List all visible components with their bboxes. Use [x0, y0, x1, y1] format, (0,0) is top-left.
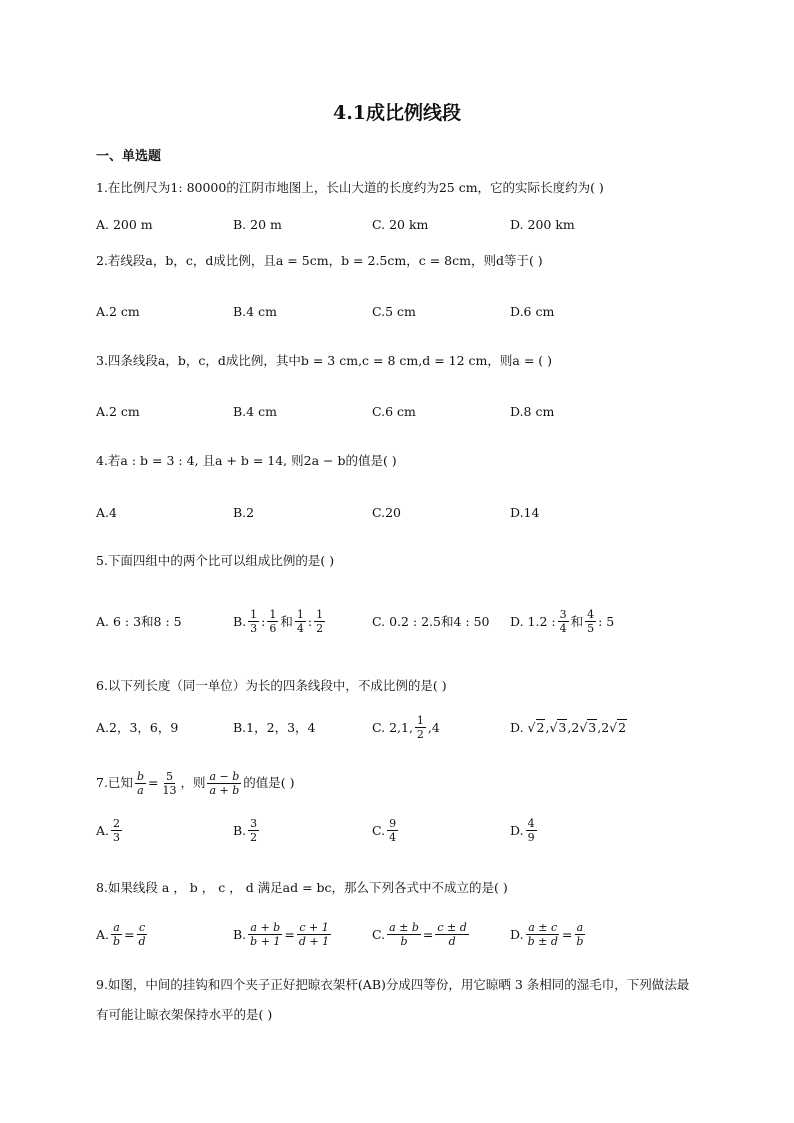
q5-b-fraction-3: $\frac{1}{4}$ — [296, 607, 304, 635]
sqrt-icon: √3 — [579, 719, 597, 735]
q4-option-d[interactable]: D.14 — [510, 504, 540, 520]
question-7-stem: 7.已知 $\frac{b}{a}$ = $\frac{5}{13}$ ，则 $\frac{a - b}{a + b}$ 的值是( ) — [96, 769, 295, 797]
q4-option-b[interactable]: B.2 — [233, 504, 255, 520]
q5-d-fraction-2: $\frac{4}{5}$ — [587, 607, 595, 635]
sqrt-icon: √2 — [609, 719, 627, 735]
q7-option-c[interactable]: C. $\frac{9}{4}$ — [372, 816, 397, 844]
q5-b-fraction-4: $\frac{1}{2}$ — [316, 607, 324, 635]
q2-option-b[interactable]: B.4 cm — [233, 303, 277, 319]
sqrt-icon: √3 — [549, 719, 567, 735]
question-6-stem: 6.以下列长度（同一单位）为长的四条线段中，不成比例的是( ) — [96, 678, 447, 693]
q6-option-a[interactable]: A.2，3，6，9 — [96, 720, 179, 735]
q1-option-c[interactable]: C. 20 km — [372, 216, 429, 232]
question-4-stem: 4.若a : b = 3 : 4, 且a + b = 14, 则2a − b的值是( ) — [96, 453, 397, 468]
question-8-stem: 8.如果线段 a ， b ， c ， d 满足ad = bc，那么下列各式中不成立的是( ) — [96, 880, 508, 895]
section-heading: 一、单选题 — [96, 149, 162, 164]
question-5-stem: 5.下面四组中的两个比可以组成比例的是( ) — [96, 553, 335, 568]
q6-option-c[interactable]: C. 2,1, $\frac{1}{2}$ ,4 — [372, 713, 440, 741]
q6-c-fraction: $\frac{1}{2}$ — [416, 713, 424, 741]
q8-option-a[interactable]: A. $\frac{a}{b}$ = $\frac{c}{d}$ — [96, 920, 146, 948]
question-3-stem: 3.四条线段a，b，c，d成比例，其中b = 3 cm,c = 8 cm,d = 12 cm，则a = ( ) — [96, 353, 552, 368]
q5-option-d[interactable]: D. 1.2 : $\frac{3}{4}$ 和 $\frac{4}{5}$ : 5 — [510, 607, 615, 635]
q8-option-b[interactable]: B. $\frac{a + b}{b + 1}$ = $\frac{c + 1}{d + 1}$ — [233, 920, 330, 948]
q4-option-a[interactable]: A.4 — [96, 504, 117, 520]
page-title: 4.1成比例线段 — [332, 102, 462, 124]
q7-option-a[interactable]: A. $\frac{2}{3}$ — [96, 816, 121, 844]
q6-option-b[interactable]: B.1，2，3，4 — [233, 720, 316, 735]
q5-option-a[interactable]: A. 6 : 3和8 : 5 — [96, 614, 182, 629]
q2-option-d[interactable]: D.6 cm — [510, 303, 555, 319]
q8-option-d[interactable]: D. $\frac{a \pm c}{b \pm d}$ = $\frac{a}{b}$ — [510, 920, 584, 948]
q3-option-c[interactable]: C.6 cm — [372, 403, 416, 419]
q1-option-b[interactable]: B. 20 m — [233, 216, 282, 232]
q5-b-label: B. — [233, 613, 247, 629]
q5-b-fraction-2: $\frac{1}{6}$ — [269, 607, 277, 635]
q8-option-c[interactable]: C. $\frac{a \pm b}{b}$ = $\frac{c \pm d}{d}$ — [372, 920, 467, 948]
q5-d-fraction-1: $\frac{3}{4}$ — [559, 607, 567, 635]
question-1-stem: 1.在比例尺为1: 80000的江阴市地图上，长山大道的长度约为25 cm，它的实际长度约为( ) — [96, 180, 604, 195]
q3-option-d[interactable]: D.8 cm — [510, 403, 555, 419]
q7-option-b[interactable]: B. $\frac{3}{2}$ — [233, 816, 258, 844]
q2-option-c[interactable]: C.5 cm — [372, 303, 416, 319]
q3-option-a[interactable]: A.2 cm — [96, 403, 140, 419]
q1-option-d[interactable]: D. 200 km — [510, 216, 575, 232]
q1-option-a[interactable]: A. 200 m — [96, 216, 153, 232]
q7-option-d[interactable]: D. $\frac{4}{9}$ — [510, 816, 535, 844]
q5-option-c[interactable]: C. 0.2 : 2.5和4 : 50 — [372, 614, 490, 629]
q4-option-c[interactable]: C.20 — [372, 504, 401, 520]
q5-option-b[interactable]: B. $\frac{1}{3}$ : $\frac{1}{6}$ 和 $\frac{1}{4}$ : $\frac{1}{2}$ — [233, 607, 324, 635]
question-9-stem: 9.如图，中间的挂钩和四个夹子正好把晾衣架杆(AB)分成四等份，用它晾晒 3 条相同的湿毛巾，下列做法最有可能让晾衣架保持水平的是( ) — [96, 977, 690, 1022]
q5-b-fraction-1: $\frac{1}{3}$ — [250, 607, 258, 635]
q3-option-b[interactable]: B.4 cm — [233, 403, 277, 419]
question-2-stem: 2.若线段a，b，c，d成比例，且a = 5cm，b = 2.5cm，c = 8cm，则d等于( ) — [96, 253, 543, 268]
sqrt-icon: √2 — [527, 719, 545, 735]
q2-option-a[interactable]: A.2 cm — [96, 303, 140, 319]
q6-option-d[interactable]: D. √2 , √3 , 2 √3 , 2 √2 — [510, 719, 627, 735]
